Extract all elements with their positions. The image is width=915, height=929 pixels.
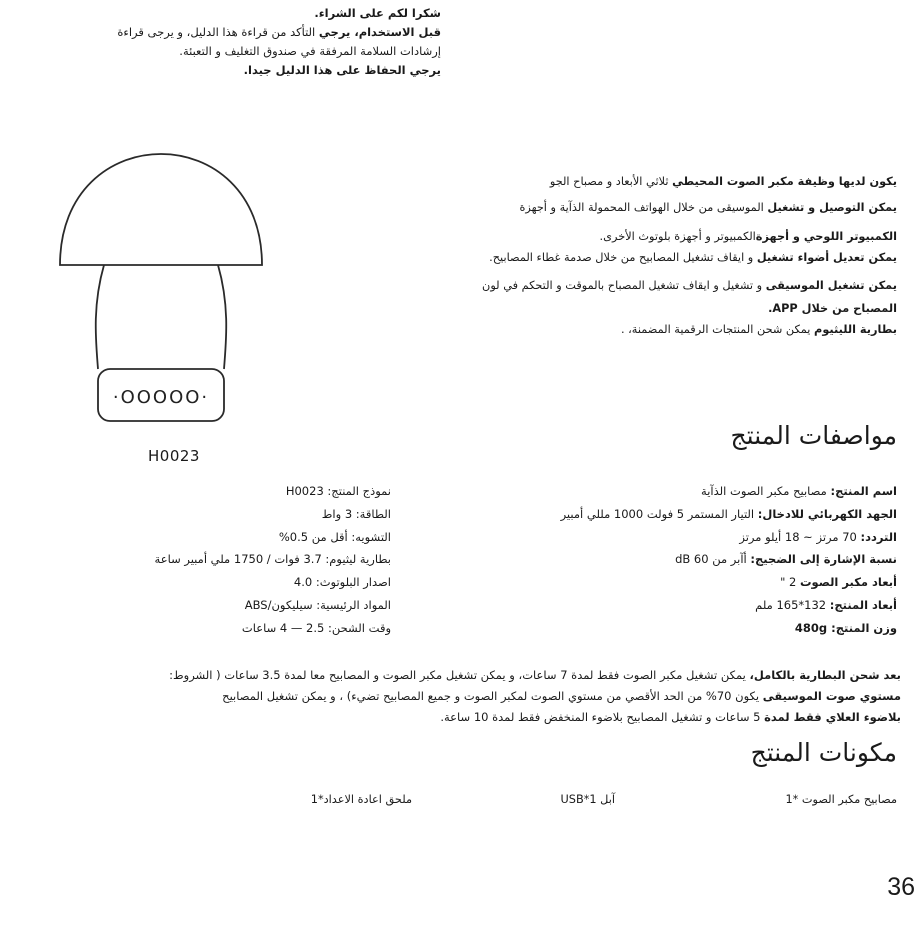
- feature-2-rest: الموسيقى من خلال الهواتف المحمولة الذآية و أجهزة: [519, 201, 768, 214]
- intro-text: [117, 4, 441, 80]
- intro-line-1: شكرا لكم على الشراء.: [314, 6, 441, 20]
- spec-value: 480g: [794, 620, 832, 635]
- specs-left-column: [155, 480, 391, 640]
- lamp-dots: ·OOOOO·: [112, 387, 210, 408]
- intro-line-2-rest: التأكد من قراءة هذا الدليل، و يرجى قراءة: [117, 25, 319, 39]
- battery-line-3-bold: بلاضوء العلاي فقط لمدة: [764, 710, 901, 724]
- feature-4: [482, 252, 897, 280]
- battery-line-1: [169, 665, 901, 686]
- spec-label: اسم المنتج:: [830, 484, 897, 498]
- specs-title: مواصفات المنتج: [730, 421, 897, 450]
- specs-right-column: [561, 480, 897, 640]
- spec-label: وزن المنتج:: [831, 620, 897, 635]
- spec-value: أآبر من 60 dB: [675, 552, 751, 567]
- spec-charge-time: وقت الشحن: 2.5 — 4 ساعات: [241, 620, 391, 635]
- lamp-cap: [60, 154, 262, 265]
- component-usb-cable: آبل USB*1: [560, 793, 615, 806]
- intro-line-2-bold: قبل الاستخدام، يرجي: [318, 25, 441, 39]
- spec-distortion: التشويه: أقل من 0.5%: [278, 529, 391, 544]
- spec-bluetooth: اصدار البلوتوث: 4.0: [293, 575, 391, 590]
- features-list: [482, 176, 897, 335]
- spec-power: الطاقة: 3 واط: [321, 506, 391, 521]
- battery-line-3: [169, 707, 901, 728]
- spec-row-weight: [561, 617, 897, 640]
- feature-7-rest: يمكن شحن المنتجات الرقمية المضمنة، .: [620, 323, 815, 336]
- feature-5: [482, 280, 897, 303]
- spec-material: المواد الرئيسية: سيليكون/ABS: [244, 597, 391, 612]
- feature-1-bold: يكون لديها وظيفة مكبر الصوت المحيطي: [672, 175, 897, 188]
- battery-line-2: [169, 686, 901, 707]
- feature-1: [482, 176, 897, 202]
- feature-2: [482, 202, 897, 231]
- mushroom-speaker-illustration: [56, 107, 266, 423]
- feature-5-bold: يمكن تشغيل الموسيقى: [765, 279, 897, 292]
- spec-row-speaker-size: [561, 571, 897, 594]
- feature-4-rest: و ايقاف تشغيل المصابيح من خلال صدمة غطاء المصابيح.: [489, 251, 757, 264]
- page-number: 36: [887, 873, 915, 901]
- battery-line-1-rest: يمكن تشغيل مكبر الصوت فقط لمدة 7 ساعات، و يمكن تشغيل مكبر الصوت و المصابيح معا لمدة 3.5 ساعات ( الشروط:: [169, 668, 750, 682]
- spec-label: الجهد الكهربائي للادخال:: [757, 506, 897, 521]
- model-caption: H0023: [148, 447, 200, 465]
- component-reset-tool: ملحق اعادة الاعداد*1: [310, 793, 412, 806]
- spec-value: التيار المستمر 5 فولت 1000 مللي أمبير: [560, 506, 758, 521]
- components-title: مكونات المنتج: [750, 738, 897, 767]
- intro-line-3: إرشادات السلامة المرفقة في صندوق التغليف و التعبئة.: [179, 44, 441, 58]
- spec-row-name: [561, 480, 897, 503]
- feature-3-rest: الكمبيوتر و أجهزة بلوتوث الأخرى.: [599, 230, 756, 243]
- spec-row-frequency: [561, 526, 897, 549]
- spec-label: التردد:: [860, 529, 897, 544]
- component-lamp-speaker: مصابيح مكبر الصوت *1: [785, 793, 897, 806]
- feature-2-bold: يمكن التوصيل و تشغيل: [767, 201, 897, 214]
- feature-7-bold: بطارية الليثيوم: [814, 323, 897, 336]
- battery-line-3-rest: 5 ساعات و تشغيل المصابيح بلاضوء المنخفض فقط لمدة 10 ساعة.: [440, 710, 765, 724]
- spec-value: مصابيح مكبر الصوت الذآية: [701, 484, 831, 498]
- battery-paragraph: [169, 665, 901, 728]
- spec-row-voltage: [561, 503, 897, 526]
- battery-line-2-rest: يكون 70% من الحد الأقصي من مستوي الصوت لمكبر الصوت و جميع المصابيح تضيء) ، و يمكن تشغيل المصابيح: [222, 689, 763, 703]
- battery-line-1-bold: بعد شحن البطارية بالكامل،: [749, 668, 901, 682]
- spec-model: نموذج المنتج: H0023: [285, 484, 391, 498]
- spec-value: 132*165 ملم: [755, 597, 830, 612]
- feature-7: [482, 324, 897, 335]
- feature-4-bold: يمكن تعديل أضواء تشغيل: [756, 251, 897, 264]
- spec-value: 70 مرتز ~ 18 أيلو مرتز: [739, 529, 861, 544]
- spec-value: 2 ": [780, 575, 800, 590]
- feature-1-rest: ثلاثي الأبعاد و مصباح الجو: [549, 175, 673, 188]
- feature-3-bold: الكمبيوتر اللوحي و أجهزة: [755, 230, 897, 243]
- feature-6: المصباح من خلال APP.: [768, 302, 897, 315]
- feature-5-rest: و تشغيل و ايقاف تشغيل المصباح بالموقت و التحكم في لون: [482, 279, 766, 292]
- spec-label: نسبة الإشارة إلى الضجيج:: [750, 552, 897, 567]
- spec-label: أبعاد المنتج:: [829, 597, 897, 612]
- lamp-stem-left: [96, 265, 104, 369]
- intro-line-2: [117, 23, 441, 42]
- intro-line-4: يرجي الحفاظ على هذا الدليل جيدا.: [243, 63, 441, 77]
- battery-line-2-bold: مستوي صوت الموسيقى: [762, 689, 901, 703]
- feature-3: [482, 231, 897, 252]
- spec-row-dimensions: [561, 594, 897, 617]
- spec-battery: بطارية ليثيوم: 3.7 فوات / 1750 ملي أمبير ساعة: [154, 552, 391, 567]
- lamp-stem-right: [218, 265, 226, 369]
- spec-label: أبعاد مكبر الصوت: [800, 575, 897, 590]
- spec-row-snr: [561, 548, 897, 571]
